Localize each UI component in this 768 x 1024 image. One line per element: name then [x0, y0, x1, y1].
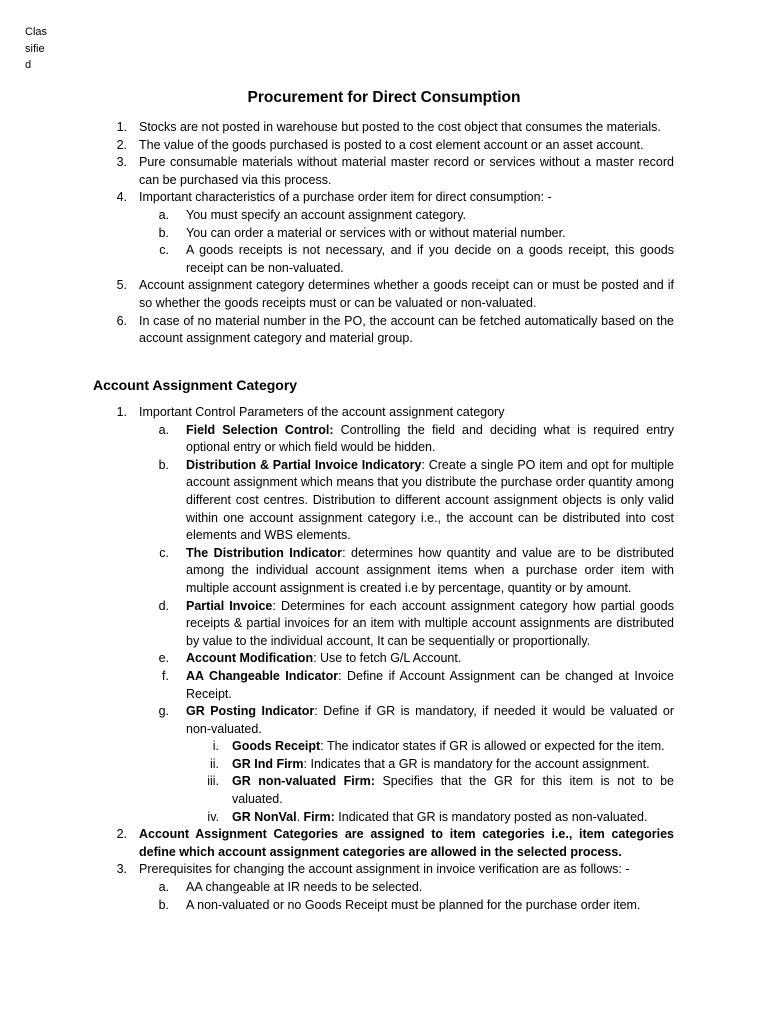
list-letter: a. — [158, 422, 169, 437]
term-bold: The Distribution Indicator — [186, 545, 343, 560]
list-roman: ii. — [209, 756, 219, 771]
list-letter: b. — [158, 225, 169, 240]
sub-list-item — [139, 668, 674, 703]
term-bold: GR NonVal — [232, 809, 297, 824]
sub-list-item — [139, 897, 674, 915]
term-description: : Use to fetch G/L Account. — [313, 651, 462, 666]
term-description: Controlling the field and deciding what is required entry optional entry or which field would be hidden. — [186, 422, 674, 455]
list-letter: e. — [158, 651, 169, 666]
sub-sub-list-item — [186, 773, 674, 808]
term-description: Specifies that the GR for this item is not to be valuated. — [232, 774, 674, 807]
term-description: : Indicates that a GR is mandatory for the account assignment. — [303, 756, 650, 771]
term-bold: GR Ind Firm — [232, 756, 304, 771]
list-letter: a. — [158, 207, 169, 222]
term-description: . — [296, 809, 304, 824]
list-item-text: The value of the goods purchased is posted to a cost element account or an asset account. — [139, 137, 644, 152]
list-item-text: A non-valuated or no Goods Receipt must be planned for the purchase order item. — [186, 897, 641, 912]
term-bold: Account Modification — [186, 651, 314, 666]
sub-sub-list-item — [186, 809, 674, 827]
list-roman: iii. — [207, 774, 219, 789]
list-item-text: You must specify an account assignment category. — [186, 207, 467, 222]
list-item-text: Pure consumable materials without material master record or services without a master record can be purchased via this process. — [139, 155, 674, 187]
list-item — [93, 277, 674, 312]
sub-list-item — [139, 650, 674, 668]
intro-list — [93, 119, 674, 348]
term-bold: GR non-valuated Firm: — [232, 774, 375, 789]
term-description: : Define if Account Assignment can be changed at Invoice Receipt. — [186, 668, 674, 701]
list-item — [93, 189, 674, 277]
term-bold: Distribution & Partial Invoice Indicatory — [186, 457, 422, 472]
list-item — [93, 137, 674, 155]
term-bold: Field Selection Control: — [186, 422, 334, 437]
sub-list-item — [139, 545, 674, 598]
list-item — [93, 861, 674, 914]
sub-list-item — [139, 457, 674, 545]
sub-list-item — [139, 242, 674, 277]
sub-list-item — [139, 207, 674, 225]
sub-list — [139, 879, 674, 914]
sub-list-item — [139, 703, 674, 826]
list-number: 1. — [116, 405, 127, 419]
list-number: 3. — [116, 155, 127, 170]
term-bold: GR Posting Indicator — [186, 704, 315, 719]
classification-label: Classified — [25, 26, 48, 71]
sub-list-item — [139, 422, 674, 457]
aac-list — [93, 404, 674, 914]
list-letter: a. — [158, 880, 169, 895]
term-bold: Firm: — [303, 809, 335, 824]
list-letter: g. — [158, 704, 169, 719]
term-description: : Determines for each account assignment category how partial goods receipts & partial invoices for an item with multiple account assignments are distributed by value to the individual account, It can be sequentially or proportionally. — [186, 598, 674, 648]
list-item — [93, 154, 674, 189]
list-number: 2. — [116, 137, 127, 152]
list-item-text: Account Assignment Categories are assigned to item categories i.e., item categories define which account assignment categories are allowed in the selected process. — [139, 827, 674, 859]
sub-list-item — [139, 225, 674, 243]
term-description: Indicated that GR is mandatory posted as non-valuated. — [334, 809, 648, 824]
term-bold: Goods Receipt — [232, 739, 321, 754]
list-item-text: Important Control Parameters of the account assignment category — [139, 405, 505, 419]
term-bold: Partial Invoice — [186, 598, 273, 613]
list-letter: d. — [158, 598, 169, 613]
term-description: : Define if GR is mandatory, if needed it would be valuated or non-valuated. — [186, 704, 675, 736]
list-number: 3. — [116, 862, 127, 877]
list-item-text: You can order a material or services with or without material number. — [186, 225, 566, 240]
sub-list — [139, 207, 674, 277]
list-item-text: Prerequisites for changing the account assignment in invoice verification are as follows: - — [139, 862, 630, 877]
list-item-text: Account assignment category determines whether a goods receipt can or must be posted and if so whether the goods receipts must or can be valuated or non-valuated. — [139, 278, 674, 310]
sub-sub-list-item — [186, 738, 674, 756]
sub-list — [139, 422, 674, 827]
list-letter: b. — [158, 457, 169, 472]
term-description: : The indicator states if GR is allowed or expected for the item. — [320, 739, 665, 754]
term-description: : Create a single PO item and opt for multiple account assignment which means that you distribute the purchase order quantity among different cost centres. Distribution to different account assignment objects is only valid within one account assignment category i.e., the account can be distributed into cost elements and WBS elements. — [186, 457, 674, 543]
sub-sub-list-item — [186, 756, 674, 774]
list-letter: f. — [162, 668, 169, 683]
list-letter: b. — [158, 897, 169, 912]
list-item — [93, 119, 674, 137]
list-number: 1. — [116, 120, 127, 134]
term-description: : determines how quantity and value are to be distributed among the individual account assignment items when a purchase order item with multiple account assignment is created i.e by percentage, quantity or by amount. — [186, 545, 674, 595]
section-heading: Account Assignment Category — [93, 377, 298, 393]
list-item-text: A goods receipts is not necessary, and if you decide on a goods receipt, this goods receipt can be non-valuated. — [186, 243, 674, 275]
list-roman: iv. — [207, 809, 219, 824]
list-number: 4. — [116, 190, 127, 205]
list-item-text: Stocks are not posted in warehouse but posted to the cost object that consumes the materials. — [139, 120, 661, 134]
list-number: 6. — [116, 313, 127, 328]
page-title: Procurement for Direct Consumption — [247, 89, 521, 106]
list-number: 2. — [116, 827, 127, 842]
list-item — [93, 404, 674, 826]
list-letter: c. — [159, 243, 169, 258]
list-item-text: Important characteristics of a purchase order item for direct consumption: - — [139, 190, 552, 205]
list-roman: i. — [212, 739, 219, 754]
sub-sub-list — [186, 738, 674, 826]
list-item — [93, 826, 674, 861]
list-item — [93, 313, 674, 348]
term-bold: AA Changeable Indicator — [186, 668, 339, 683]
sub-list-item — [139, 598, 674, 651]
sub-list-item — [139, 879, 674, 897]
list-item-text: In case of no material number in the PO, the account can be fetched automatically based on the account assignment category and material group. — [139, 313, 674, 346]
list-number: 5. — [116, 278, 127, 293]
list-letter: c. — [159, 545, 169, 560]
list-item-text: AA changeable at IR needs to be selected. — [186, 880, 423, 895]
